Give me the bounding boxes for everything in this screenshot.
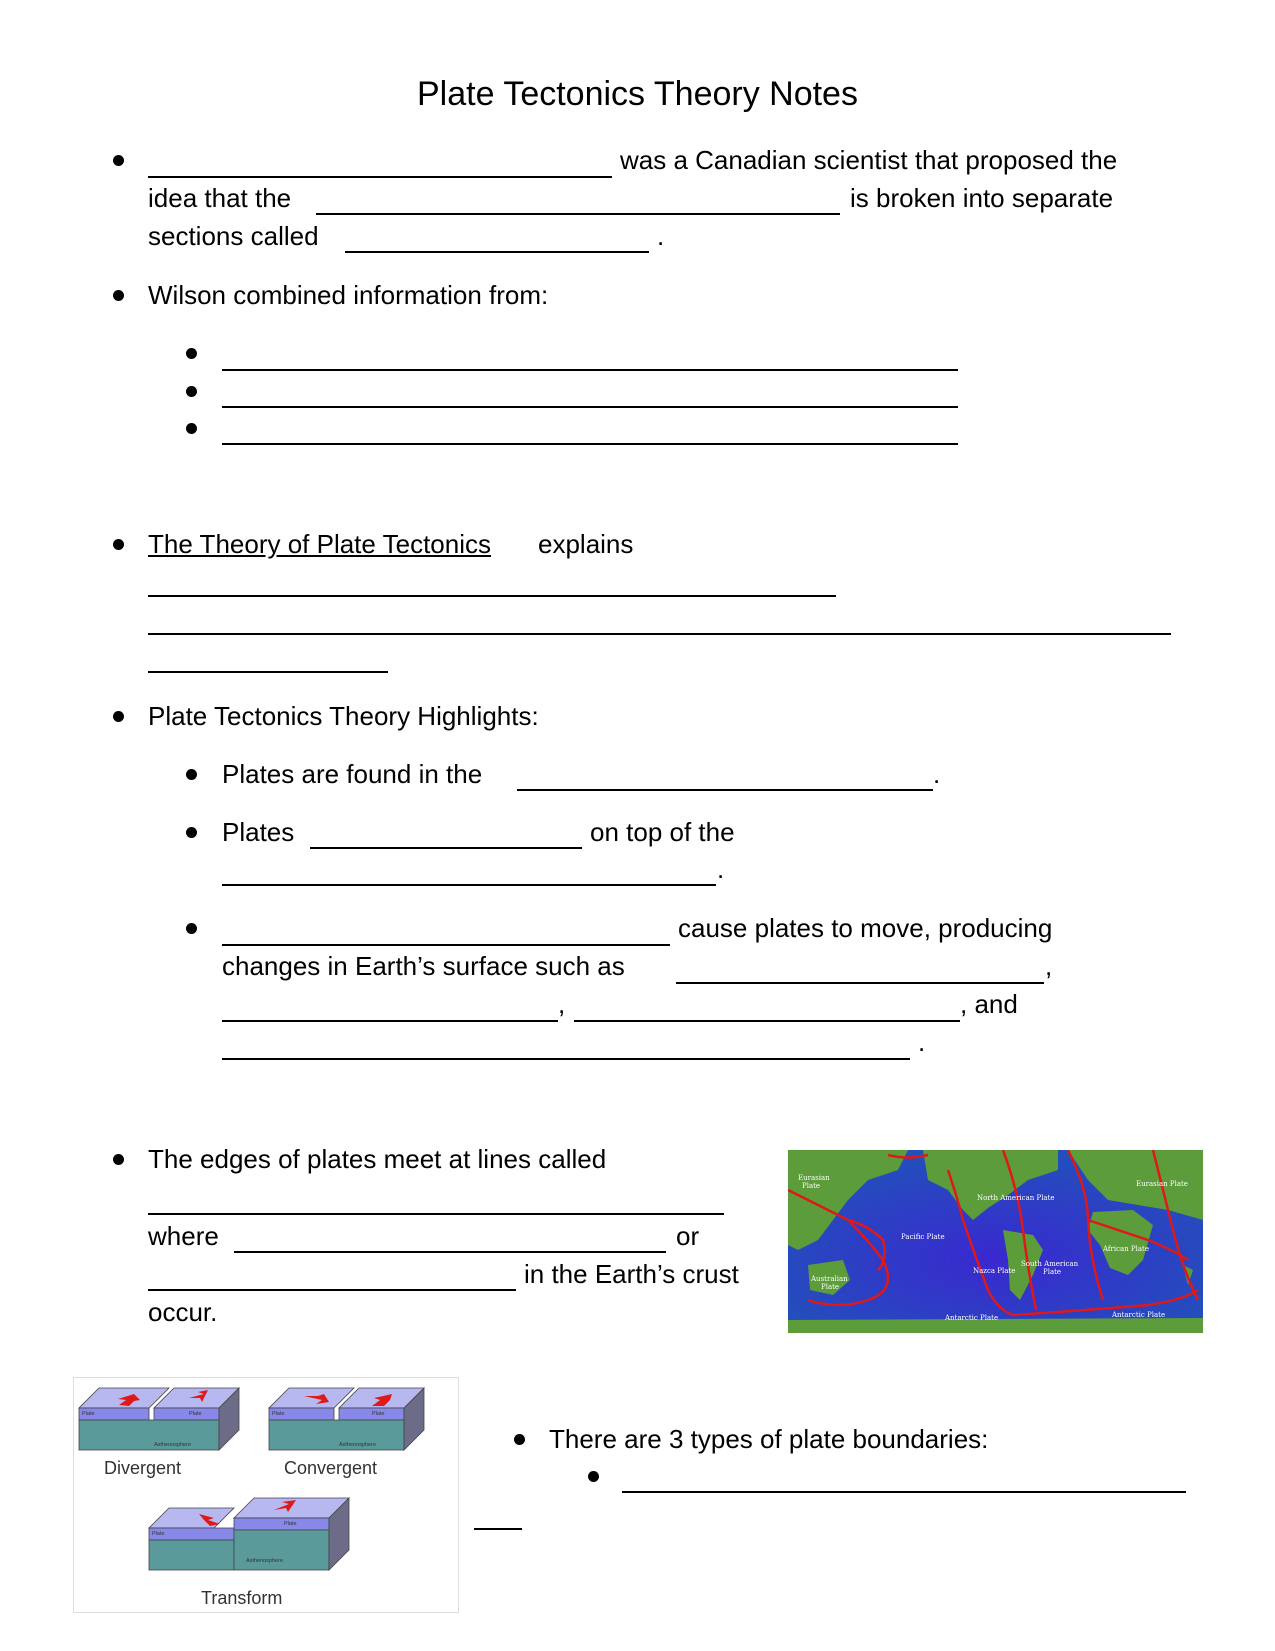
text-highlights: Plate Tectonics Theory Highlights:	[148, 701, 539, 731]
diag-label-plate: Plate	[152, 1531, 165, 1537]
blank-scientist[interactable]	[148, 176, 612, 178]
text-period: .	[918, 1027, 926, 1057]
blank-plates-move[interactable]	[310, 847, 582, 849]
map-label-australian-2: Plate	[821, 1283, 840, 1291]
blank-explains-2[interactable]	[148, 633, 1171, 635]
text-plates: Plates	[222, 817, 295, 847]
map-label-nazca: Nazca Plate	[973, 1267, 1016, 1275]
diag-label-plate: Plate	[372, 1411, 385, 1417]
bullet	[186, 423, 197, 434]
blank-explains-1[interactable]	[148, 595, 836, 597]
diag-label-plate: Plate	[189, 1411, 202, 1417]
text-canadian-scientist: was a Canadian scientist that proposed the	[620, 145, 1118, 175]
text-period: .	[717, 854, 725, 884]
text-edges: The edges of plates meet at lines called	[148, 1144, 607, 1174]
text-on-top: on top of the	[590, 817, 735, 847]
text-plates-found: Plates are found in the	[222, 759, 483, 789]
boundary-diagram-image	[73, 1377, 459, 1613]
blank-change-3[interactable]	[574, 1020, 960, 1022]
diag-label-divergent: Divergent	[104, 1458, 182, 1478]
text-occur: occur.	[148, 1297, 218, 1327]
plate-map-image	[788, 1150, 1203, 1333]
map-label-south-american: South American	[1021, 1260, 1079, 1268]
blank-lines-called[interactable]	[148, 1213, 724, 1215]
diag-label-asthenosphere: Asthenosphere	[246, 1558, 283, 1564]
blank-info-2[interactable]	[222, 406, 958, 408]
text-changes: changes in Earth’s surface such as	[222, 951, 625, 981]
map-label-south-american-2: Plate	[1043, 1268, 1062, 1276]
text-sections-called: sections called	[148, 221, 319, 251]
map-label-eurasian-left: Eurasian	[798, 1174, 830, 1182]
text-idea-that: idea that the	[148, 183, 292, 213]
blank-change-4[interactable]	[222, 1058, 910, 1060]
blank-where[interactable]	[234, 1251, 666, 1253]
bullet	[186, 769, 197, 780]
blank-info-1[interactable]	[222, 369, 958, 371]
text-period: .	[657, 221, 665, 251]
map-label-pacific: Pacific Plate	[901, 1233, 945, 1241]
text-wilson-combined: Wilson combined information from:	[148, 280, 549, 310]
bullet	[186, 348, 197, 359]
theory-link: The Theory of Plate Tectonics	[148, 529, 492, 559]
text-explains: explains	[538, 529, 634, 559]
bullet	[588, 1471, 599, 1482]
text-comma: ,	[558, 989, 566, 1019]
bullet	[186, 827, 197, 838]
bullet	[113, 539, 124, 550]
blank-on-top[interactable]	[222, 884, 716, 886]
map-label-eurasian-left-2: Plate	[802, 1182, 821, 1190]
blank-explains-3[interactable]	[148, 671, 388, 673]
blank-change-1[interactable]	[676, 982, 1044, 984]
diag-label-plate: Plate	[284, 1521, 297, 1527]
text-period: .	[933, 759, 941, 789]
blank-boundary-type-1-cont[interactable]	[474, 1528, 522, 1530]
diag-label-plate: Plate	[82, 1411, 95, 1417]
text-comma: ,	[1045, 951, 1053, 981]
text-crust: in the Earth’s crust	[524, 1259, 739, 1289]
blank-cause[interactable]	[222, 944, 670, 946]
text-broken-into: is broken into separate	[850, 183, 1114, 213]
text-or: or	[676, 1221, 700, 1251]
blank-boundary-type-1[interactable]	[622, 1491, 1186, 1493]
text-cause-plates: cause plates to move, producing	[678, 913, 1053, 943]
diag-label-transform: Transform	[201, 1588, 283, 1608]
bullet	[113, 155, 124, 166]
bullet	[113, 290, 124, 301]
blank-plates-found[interactable]	[517, 789, 933, 791]
blank-or[interactable]	[148, 1289, 516, 1291]
map-label-antarctic-right: Antarctic Plate	[1112, 1311, 1166, 1319]
divergent-block	[79, 1388, 239, 1450]
map-label-antarctic-center: Antarctic Plate	[945, 1314, 999, 1322]
diag-label-asthenosphere: Asthenosphere	[339, 1442, 376, 1448]
blank-change-2[interactable]	[222, 1020, 558, 1022]
page-title: Plate Tectonics Theory Notes	[417, 75, 858, 113]
diag-label-plate: Plate	[272, 1411, 285, 1417]
diag-label-convergent: Convergent	[284, 1458, 378, 1478]
bullet	[113, 1154, 124, 1165]
blank-info-3[interactable]	[222, 443, 958, 445]
blank-sections[interactable]	[345, 251, 649, 253]
map-label-african: African Plate	[1103, 1245, 1150, 1253]
text-where: where	[148, 1221, 219, 1251]
bullet	[186, 923, 197, 934]
bullet	[186, 386, 197, 397]
bullet	[113, 711, 124, 722]
diag-label-asthenosphere: Asthenosphere	[154, 1442, 191, 1448]
map-label-australian: Australian	[811, 1275, 848, 1283]
map-label-north-american: North American Plate	[977, 1194, 1055, 1202]
blank-broken[interactable]	[316, 213, 840, 215]
bullet	[514, 1434, 525, 1445]
text-and: , and	[960, 989, 1018, 1019]
text-three-types: There are 3 types of plate boundaries:	[549, 1424, 989, 1454]
map-label-eurasian-right: Eurasian Plate	[1136, 1180, 1188, 1188]
